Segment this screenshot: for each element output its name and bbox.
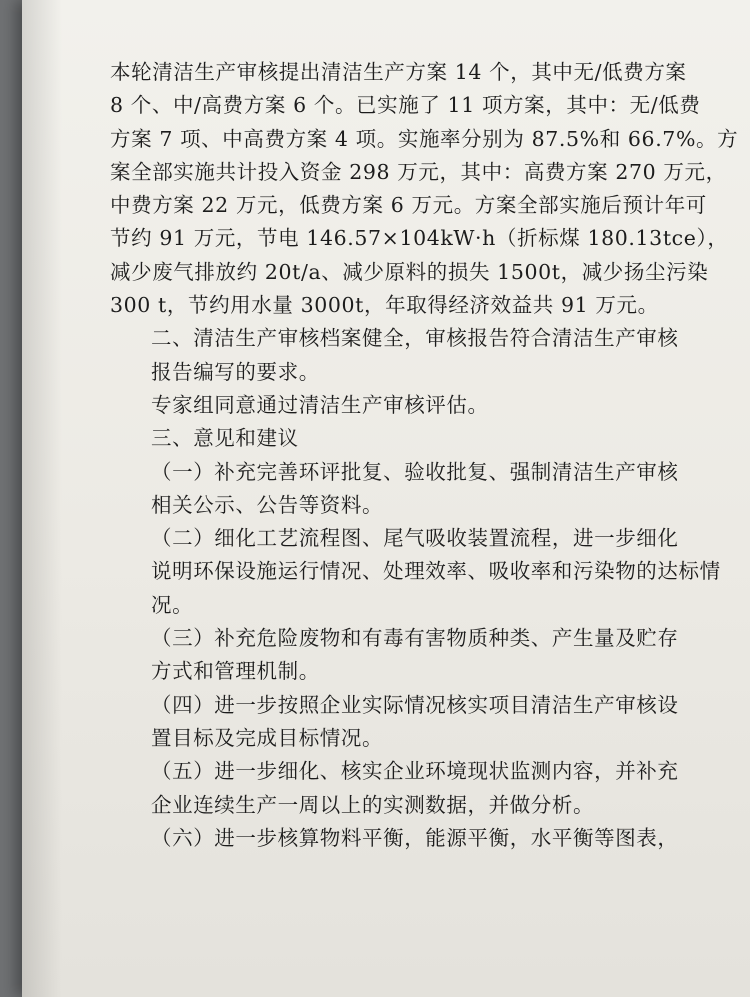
text-line: 报告编写的要求。 xyxy=(151,359,320,384)
text-line: （六）进一步核算物料平衡，能源平衡，水平衡等图表， xyxy=(151,825,679,850)
text-line: 案全部实施共计投入资金 298 万元，其中：高费方案 270 万元， xyxy=(110,159,727,184)
text-line: 8 个、中/高费方案 6 个。已实施了 11 项方案，其中：无/低费 xyxy=(110,93,701,118)
text-line: 说明环保设施运行情况、处理效率、吸收率和污染物的达标情 xyxy=(151,559,721,584)
paragraph xyxy=(110,622,710,689)
text-line: 300 t，节约用水量 3000t，年取得经济效益共 91 万元。 xyxy=(110,293,659,318)
text-line: 二、清洁生产审核档案健全，审核报告符合清洁生产审核 xyxy=(151,326,679,351)
paragraph xyxy=(110,689,710,756)
paragraph xyxy=(110,822,710,855)
text-line: （四）进一步按照企业实际情况核实项目清洁生产审核设 xyxy=(151,692,679,717)
text-line: 况。 xyxy=(151,592,194,617)
paragraph xyxy=(110,389,710,422)
text-line: 本轮清洁生产审核提出清洁生产方案 14 个，其中无/低费方案 xyxy=(110,60,687,84)
text-line: 置目标及完成目标情况。 xyxy=(151,725,384,750)
text-line: （一）补充完善环评批复、验收批复、强制清洁生产审核 xyxy=(151,459,679,484)
text-line: 中费方案 22 万元，低费方案 6 万元。方案全部实施后预计年可 xyxy=(110,193,707,218)
paragraph xyxy=(110,522,721,622)
text-line: 三、意见和建议 xyxy=(151,426,299,451)
paragraph xyxy=(110,422,710,455)
text-line: 方式和管理机制。 xyxy=(151,659,320,684)
document-body xyxy=(110,56,739,855)
text-line: 相关公示、公告等资料。 xyxy=(151,492,384,517)
text-line: 节约 91 万元，节电 146.57×104kW·h（折标煤 180.13tce）， xyxy=(110,226,729,251)
paragraph xyxy=(110,755,710,822)
text-line: 减少废气排放约 20t/a、减少原料的损失 1500t，减少扬尘污染 xyxy=(110,259,709,284)
paragraph xyxy=(110,456,710,523)
text-line: （二）细化工艺流程图、尾气吸收装置流程，进一步细化 xyxy=(151,526,679,551)
paragraph xyxy=(110,56,739,322)
document-page xyxy=(22,0,750,997)
text-line: 方案 7 项、中高费方案 4 项。实施率分别为 87.5%和 66.7%。方 xyxy=(110,126,739,151)
paragraph xyxy=(110,322,710,389)
text-line: 专家组同意通过清洁生产审核评估。 xyxy=(151,392,489,417)
text-line: （三）补充危险废物和有毒有害物质种类、产生量及贮存 xyxy=(151,626,679,651)
text-line: （五）进一步细化、核实企业环境现状监测内容，并补充 xyxy=(151,759,679,784)
text-line: 企业连续生产一周以上的实测数据，并做分析。 xyxy=(151,792,595,817)
